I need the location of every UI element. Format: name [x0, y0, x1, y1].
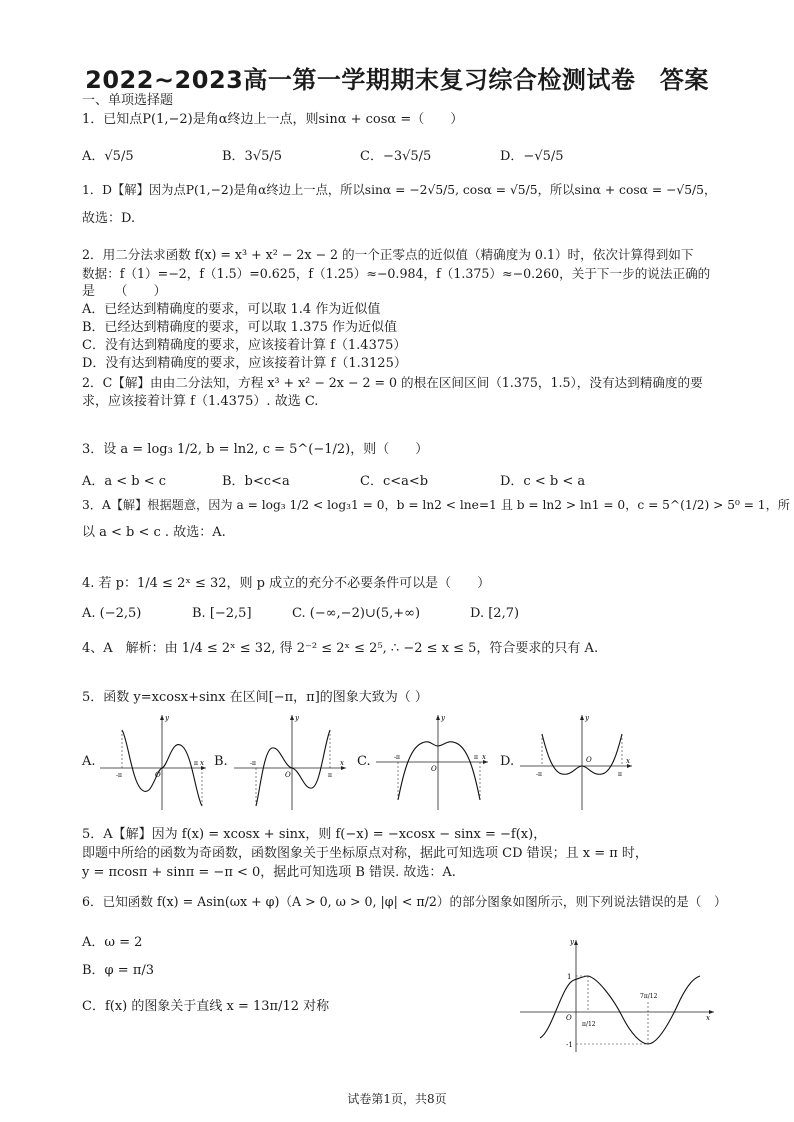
q2-answer-line2: 求，应该接着计算 f（1.4375）. 故选 C.	[82, 394, 319, 409]
origin-label: O	[586, 756, 592, 764]
q2-stem-line3: 是 （ ）	[82, 284, 167, 299]
q5-answer-line1: 5．A【解】因为 f(x) = xcosx + sinx，则 f(−x) = −xcosx − sinx = −f(x)，	[82, 827, 547, 842]
q2-stem-line1: 2．用二分法求函数 f(x) = x³ + x² − 2x − 2 的一个正零点的近似值（精确度为 0.1）时，依次计算得到如下	[82, 247, 694, 262]
axis-y-label: y	[585, 714, 589, 722]
q2-option-c: C．没有达到精确度的要求，应该接着计算 f（1.4375）	[82, 338, 407, 353]
q2-option-a: A．已经达到精确度的要求，可以取 1.4 作为近似值	[82, 302, 381, 317]
section-heading: 一、单项选择题	[82, 93, 174, 108]
axis-x-label: x	[200, 759, 204, 767]
q3-option-d: D．c < b < a	[500, 474, 586, 489]
q4-option-c: C. (−∞,−2)∪(5,+∞)	[292, 606, 421, 621]
pi-label: π	[618, 771, 622, 778]
q2-stem-line2: 数据：f（1）=−2，f（1.5）=0.625，f（1.25）≈−0.984，f（1.375）≈−0.260，关于下一步的说法正确的	[82, 266, 711, 281]
q2-option-b: B．已经达到精确度的要求，可以取 1.375 作为近似值	[82, 320, 398, 335]
pi-label: π	[194, 760, 198, 767]
q6-axis-x-label: x	[706, 1014, 710, 1022]
neg-pi-label: -π	[250, 760, 256, 767]
q6-axis-y-label: y	[570, 938, 574, 946]
pi-label: π	[328, 772, 332, 779]
q6-option-b: B．φ = π/3	[82, 963, 155, 978]
axis-y-label: y	[441, 714, 445, 722]
q1-option-b: B．3√5/5	[222, 149, 283, 164]
origin-label: O	[285, 771, 291, 779]
axis-x-label: x	[482, 753, 486, 761]
q6-option-a: A．ω = 2	[82, 935, 143, 950]
q5-graph-d	[520, 710, 635, 810]
q5-graph-b	[234, 710, 349, 810]
axis-x-label: x	[626, 757, 630, 765]
q4-option-b: B. [−2,5]	[192, 606, 252, 621]
axis-y-label: y	[165, 714, 169, 722]
q6-min-label: -1	[566, 1041, 573, 1049]
q5-label-b: B.	[214, 754, 228, 769]
neg-pi-label: -π	[116, 772, 122, 779]
origin-label: O	[155, 771, 161, 779]
q6-stem: 6．已知函数 f(x) = Asin(ωx + φ)（A > 0, ω > 0, |φ| < π/2）的部分图象如图所示，则下列说法错误的是（ ）	[82, 894, 727, 909]
q3-stem: 3．设 a = log₃ 1/2, b = ln2, c = 5^(−1/2)，则（ ）	[82, 442, 429, 457]
q2-answer-line1: 2．C【解】由由二分法知，方程 x³ + x² − 2x − 2 = 0 的根在区间区间（1.375，1.5），没有达到精确度的要	[82, 375, 703, 390]
q1-answer: 1．D【解】因为点P(1,−2)是角α终边上一点，所以sinα = −2√5/5, cosα = √5/5，所以sinα + cosα = −√5/5，	[82, 183, 717, 197]
q6-option-c: C．f(x) 的图象关于直线 x = 13π/12 对称	[82, 999, 330, 1014]
q6-max-label: 1	[567, 973, 572, 981]
q5-label-a: A.	[82, 754, 96, 769]
q1-option-d: D．−√5/5	[500, 149, 564, 164]
q3-option-a: A．a < b < c	[82, 474, 167, 489]
q4-answer: 4、A 解析：由 1/4 ≤ 2ˣ ≤ 32, 得 2⁻² ≤ 2ˣ ≤ 2⁵, ∴ −2 ≤ x ≤ 5，符合要求的只有 A.	[82, 641, 599, 656]
neg-pi-label: -π	[536, 771, 542, 778]
q1-option-a: A．√5/5	[82, 149, 134, 164]
page-footer: 试卷第1页，共8页	[347, 1092, 447, 1106]
q5-stem: 5．函数 y=xcosx+sinx 在区间[−π，π]的图象大致为（ ）	[82, 690, 428, 705]
q3-answer-line1: 3．A【解】根据题意，因为 a = log₃ 1/2 < log₃1 = 0，b = ln2 < lne=1 且 b = ln2 > ln1 = 0，c = 5^(1/2) > 5⁰ = 1，所	[82, 498, 790, 512]
q6-origin-label: O	[566, 1014, 572, 1022]
q3-option-b: B．b<c<a	[222, 474, 290, 489]
q5-answer-line3: y = πcosπ + sinπ = −π < 0，据此可知选项 B 错误. 故选：A.	[82, 865, 456, 880]
neg-pi-label: -π	[394, 754, 400, 761]
q5-answer-line2: 即题中所给的函数为奇函数，函数图象关于坐标原点对称，据此可知选项 CD 错误；且 x = π 时，	[82, 846, 648, 861]
page-title: 2022~2023高一第一学期期末复习综合检测试卷 答案	[85, 66, 709, 94]
pi-label: π	[474, 754, 478, 761]
axis-x-label: x	[340, 759, 344, 767]
q4-option-a: A. (−2,5)	[82, 606, 142, 621]
q1-option-c: C．−3√5/5	[360, 149, 432, 164]
q5-graph-c	[376, 710, 491, 810]
q5-label-d: D.	[500, 754, 515, 769]
q6-sine-graph	[518, 936, 718, 1054]
q1-answer-end: 故选：D.	[82, 211, 136, 226]
q3-option-c: C．c<a<b	[360, 474, 429, 489]
q2-option-d: D．没有达到精确度的要求，应该接着计算 f（1.3125）	[82, 356, 407, 371]
q4-option-d: D. [2,7)	[470, 606, 520, 621]
origin-label: O	[431, 765, 437, 773]
q1-stem: 1．已知点P(1,−2)是角α终边上一点，则sinα + cosα =（ ）	[82, 112, 464, 127]
axis-y-label: y	[295, 714, 299, 722]
q5-label-c: C.	[357, 754, 371, 769]
q4-stem: 4. 若 p：1/4 ≤ 2ˣ ≤ 32，则 p 成立的充分不必要条件可以是（ ）	[82, 576, 491, 591]
q5-graph-a	[100, 710, 210, 810]
q6-tick-7pi-12: 7π/12	[640, 993, 658, 1000]
q6-tick-pi-12: π/12	[582, 1021, 596, 1028]
q3-answer-line2: 以 a < b < c . 故选：A.	[82, 525, 226, 540]
